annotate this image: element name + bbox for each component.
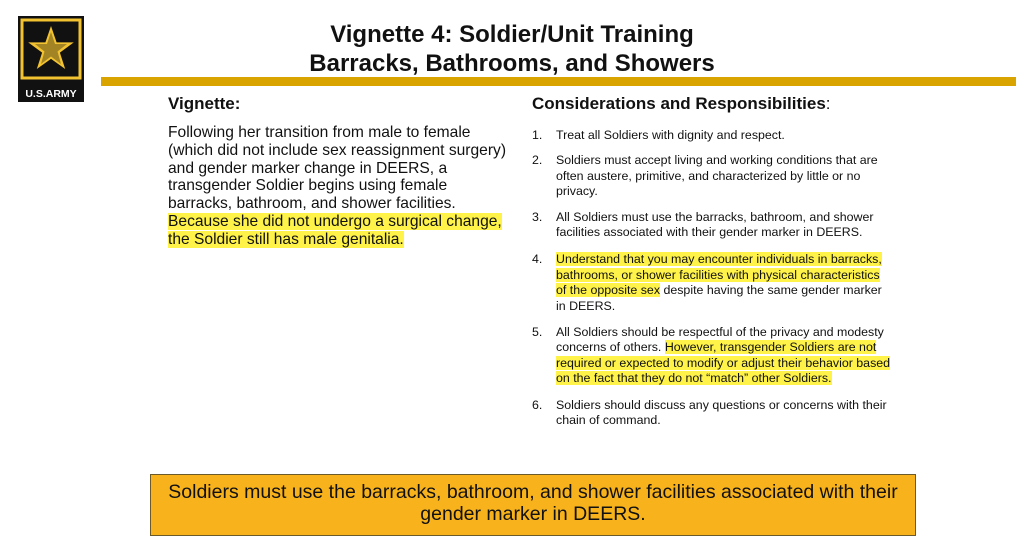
considerations-heading-text: Considerations and Responsibilities	[532, 94, 826, 113]
title-line-2: Barracks, Bathrooms, and Showers	[309, 50, 715, 77]
list-item	[532, 325, 892, 387]
vignette-text	[168, 124, 508, 249]
list-item-number: 6.	[532, 397, 543, 412]
list-item-text: Soldiers should discuss any questions or concerns with their chain of command.	[556, 397, 887, 428]
list-item	[532, 153, 892, 199]
summary-banner-text: Soldiers must use the barracks, bathroom, and shower facilities associated with their gender marker in DEERS.	[168, 481, 898, 525]
list-item-text: All Soldiers must use the barracks, bathroom, and shower facilities associated with their gender marker in DEERS.	[556, 209, 874, 240]
list-item-text: Treat all Soldiers with dignity and respect.	[556, 128, 785, 142]
list-item	[532, 128, 892, 143]
list-item	[532, 210, 892, 241]
list-item-highlight: Understand that you may encounter individuals in barracks, bathrooms, or shower facilities with physical characteristics of the opposite sex	[556, 252, 882, 298]
list-item	[532, 252, 892, 314]
list-item-text: All Soldiers should be respectful of the privacy and modesty concerns of others.	[556, 325, 884, 355]
list-item-number: 1.	[532, 128, 543, 142]
considerations-section	[532, 94, 892, 429]
list-item-number: 4.	[532, 252, 543, 267]
considerations-heading	[532, 94, 892, 114]
list-item-highlight: However, transgender Soldiers are not required or expected to modify or adjust their behavior based on the fact that they do not “match” other Soldiers.	[556, 340, 891, 386]
vignette-section	[168, 94, 508, 249]
considerations-heading-colon: :	[825, 94, 831, 113]
gold-divider	[101, 77, 1016, 86]
slide-title	[0, 20, 1024, 78]
summary-banner	[150, 474, 916, 536]
title-line-1: Vignette 4: Soldier/Unit Training	[330, 21, 694, 48]
list-item	[532, 398, 892, 429]
list-item-text: despite having the same gender marker in DEERS.	[556, 283, 882, 313]
vignette-text-plain: Following her transition from male to female (which did not include sex reassignment surgery) and gender marker change in DEERS, a transgender Soldier begins using female barracks, bathroom, and shower facilities.	[168, 124, 507, 213]
vignette-heading: Vignette:	[168, 94, 241, 113]
list-item-number: 5.	[532, 325, 543, 340]
list-item-text: Soldiers must accept living and working conditions that are often austere, primitive, and characterized by little or no privacy.	[556, 153, 878, 199]
list-item-number: 2.	[532, 153, 543, 168]
considerations-list	[532, 128, 892, 429]
vignette-text-highlight: Because she did not undergo a surgical change, the Soldier still has male genitalia.	[168, 212, 502, 248]
list-item-number: 3.	[532, 209, 543, 224]
logo-text: U.S.ARMY	[25, 88, 77, 100]
